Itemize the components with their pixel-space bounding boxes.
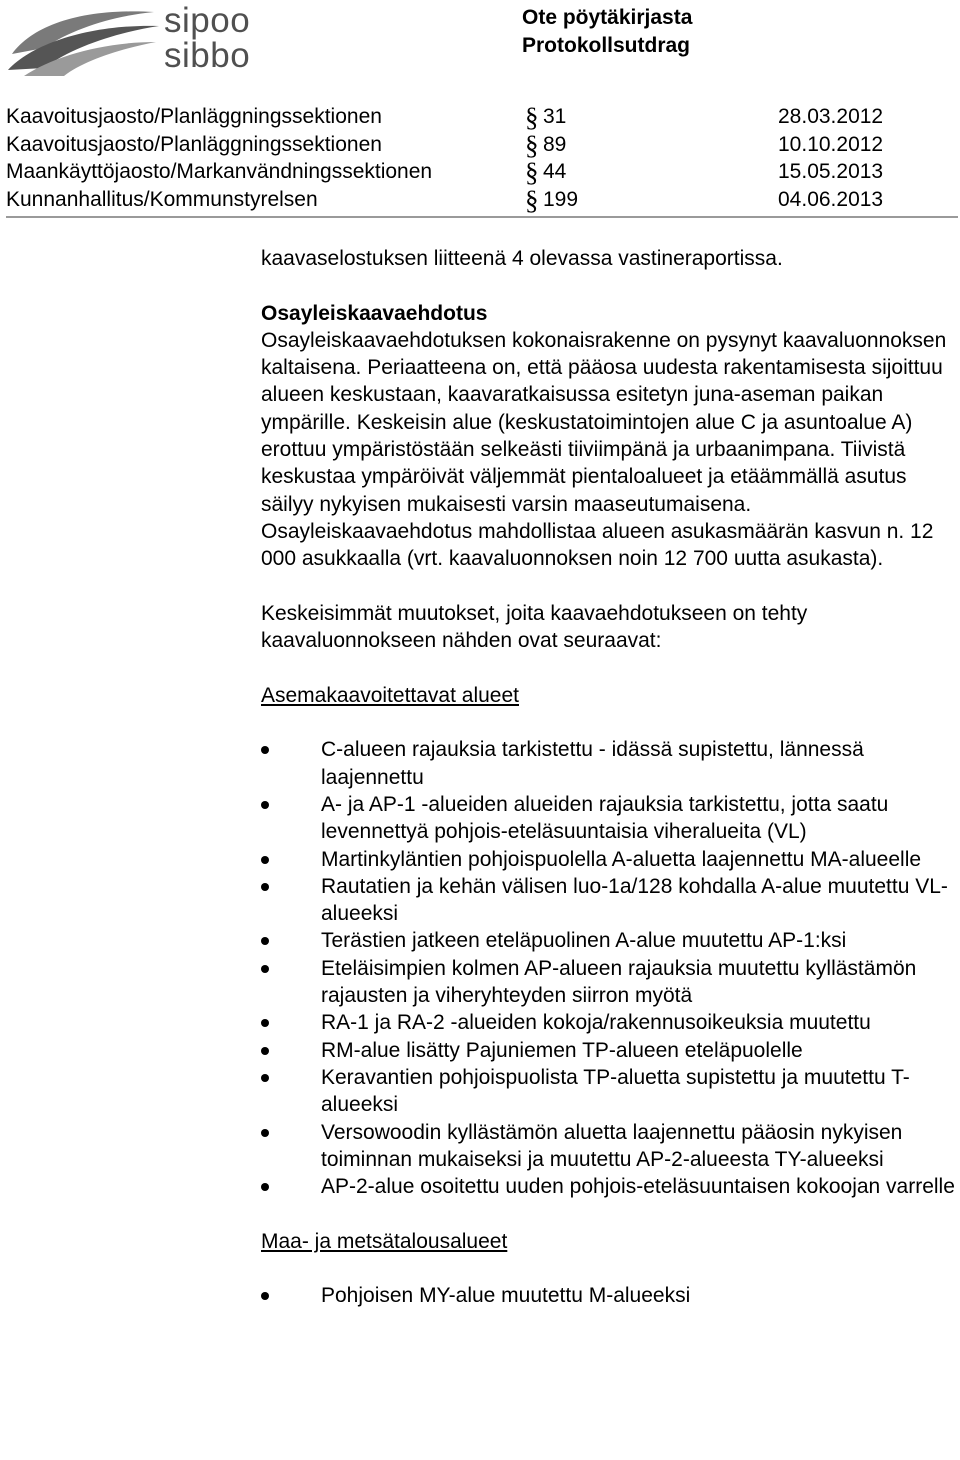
meeting-section-number: 89: [543, 132, 567, 156]
list-item-text: Eteläisimpien kolmen AP-alueen rajauksia muutettu kyllästämön rajausten ja viheryhteyden siirron myötä: [321, 956, 917, 1008]
section-sign-icon: [524, 103, 540, 130]
section-sign-icon: [524, 186, 540, 213]
document-body: [261, 245, 957, 1310]
meeting-row: [6, 186, 958, 214]
zoning-changes-list: [261, 736, 957, 1200]
bullet-icon: [261, 937, 269, 945]
list-item-text: Rautatien ja kehän välisen luo-1a/128 kohdalla A-alue muutettu VL-alueeksi: [321, 874, 948, 926]
svg-text:§: §: [525, 130, 539, 158]
list-item: [261, 736, 957, 791]
list-item: [261, 791, 957, 846]
meeting-row: [6, 131, 958, 159]
meeting-body: Maankäyttöjaosto/Markanvändningssektionen: [6, 160, 433, 183]
bullet-icon: [261, 856, 269, 864]
svg-text:§: §: [525, 185, 539, 213]
meeting-section-number: 44: [543, 160, 567, 183]
changes-intro-paragraph: Keskeisimmät muutokset, joita kaavaehdotukseen on tehty kaavaluonnokseen nähden ovat seuraavat:: [261, 601, 808, 653]
subsection-title-zoning-areas: Asemakaavoitettavat alueet: [261, 683, 519, 707]
list-item-text: Keravantien pohjoispuolista TP-aluetta supistettu ja muutettu T-alueeksi: [321, 1065, 910, 1117]
list-item: [261, 873, 957, 928]
list-item: [261, 1064, 957, 1119]
list-item-text: RA-1 ja RA-2 -alueiden kokoja/rakennusoikeuksia muutettu: [321, 1011, 871, 1035]
list-item-text: Martinkyläntien pohjoispuolella A-aluetta laajennettu MA-alueelle: [321, 847, 922, 871]
sipoo-sibbo-logo: [4, 2, 264, 78]
document-type-header: [522, 4, 692, 60]
list-item-text: Terästien jatkeen eteläpuolinen A-alue muutettu AP-1:ksi: [321, 929, 847, 953]
list-item: [261, 955, 957, 1010]
bullet-icon: [261, 1292, 269, 1300]
svg-text:§: §: [525, 103, 539, 130]
subsection-title-agriculture-forestry: Maa- ja metsätalousalueet: [261, 1229, 508, 1253]
list-item: [261, 1173, 957, 1200]
list-item: [261, 1009, 957, 1036]
list-item: [261, 927, 957, 954]
list-item: [261, 1119, 957, 1174]
meeting-row: [6, 103, 958, 131]
list-item-text: Versowoodin kyllästämön aluetta laajennettu pääosin nykyisen toiminnan mukaiseksi ja muutettu AP-2-alueesta TY-alueeksi: [321, 1120, 903, 1171]
list-item: [261, 1037, 957, 1064]
meeting-date: 15.05.2013: [778, 160, 884, 183]
bullet-icon: [261, 1047, 269, 1055]
agriculture-changes-list: [261, 1282, 957, 1309]
meeting-date: 10.10.2012: [778, 132, 884, 156]
meeting-date: 28.03.2012: [778, 105, 884, 128]
bullet-icon: [261, 883, 269, 891]
intro-paragraph: kaavaselostuksen liitteenä 4 olevassa vastineraportissa.: [261, 247, 783, 270]
meeting-body: Kaavoitusjaosto/Planläggningssektionen: [6, 105, 382, 128]
list-item: [261, 1282, 957, 1309]
document-type-swedish: Protokollsutdrag: [522, 34, 691, 57]
bullet-icon: [261, 1074, 269, 1082]
section-sign-icon: [524, 131, 540, 158]
bullet-icon: [261, 801, 269, 809]
list-item-text: C-alueen rajauksia tarkistettu - idässä supistettu, lännessä laajennettu: [321, 738, 864, 789]
bullet-icon: [261, 746, 269, 754]
bullet-icon: [261, 1183, 269, 1191]
logo-word-sipoo: sipoo: [164, 1, 251, 40]
list-item-text: RM-alue lisätty Pajuniemen TP-alueen eteläpuolelle: [321, 1038, 803, 1062]
meeting-reference-table: [6, 103, 958, 218]
section-sign-icon: [524, 158, 540, 185]
section-heading: Osayleiskaavaehdotus: [261, 301, 488, 325]
meeting-section-number: 199: [543, 187, 579, 211]
meeting-body: Kaavoitusjaosto/Planläggningssektionen: [6, 132, 382, 156]
meeting-date: 04.06.2013: [778, 187, 884, 211]
bullet-icon: [261, 965, 269, 973]
logo-word-sibbo: sibbo: [164, 36, 251, 75]
svg-text:§: §: [525, 158, 539, 185]
bullet-icon: [261, 1019, 269, 1027]
logo-swoosh-icon: [4, 2, 164, 78]
list-item: [261, 846, 957, 873]
meeting-body: Kunnanhallitus/Kommunstyrelsen: [6, 187, 318, 211]
list-item-text: A- ja AP-1 -alueiden alueiden rajauksia tarkistettu, jotta saatu levennettyä pohjois-eteläsuuntaisia viheralueita (VL): [321, 792, 889, 844]
document-type-finnish: Ote pöytäkirjasta: [522, 6, 693, 29]
section-paragraph: Osayleiskaavaehdotuksen kokonaisrakenne on pysynyt kaavaluonnoksen kaltaisena. Periaatteena on, että pääosa uudesta rakentamisesta sijoittuu alueen keskustaan, kaavaratkaisussa esitetyn juna-aseman paikan ympärille. Keskeisin alue (keskustatoimintojen alue C ja asuntoalue A) erottuu ympäristöstään selkeästi tiiviimpänä ja urbaanimpana. Tiivistä keskustaa ympäröivät väljemmät pientaloalueet ja etäämmällä asutus säilyy nykyisen mukaisesti varsin maaseutumaisena. Osayleiskaavaehdotus mahdollistaa alueen asukasmäärän kasvun n. 12 000 asukkaalla (vrt. kaavaluonnoksen noin 12 700 uutta asukasta).: [261, 328, 947, 571]
list-item-text: AP-2-alue osoitettu uuden pohjois-eteläsuuntaisen kokoojan varrelle: [321, 1175, 955, 1199]
meeting-row: [6, 158, 958, 186]
bullet-icon: [261, 1129, 269, 1137]
list-item-text: Pohjoisen MY-alue muutettu M-alueeksi: [321, 1284, 691, 1308]
meeting-section-number: 31: [543, 105, 567, 128]
